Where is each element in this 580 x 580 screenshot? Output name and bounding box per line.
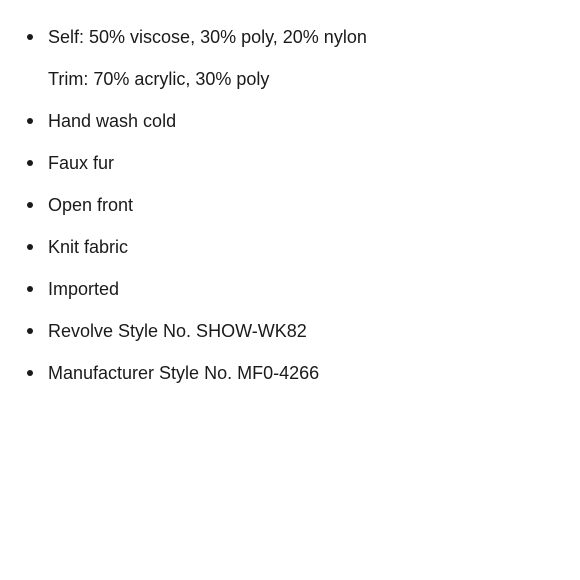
bullet-icon bbox=[27, 202, 33, 208]
bullet-icon bbox=[27, 244, 33, 250]
list-item bbox=[0, 25, 560, 49]
bullet-icon bbox=[27, 328, 33, 334]
list-item bbox=[0, 361, 560, 385]
detail-text: Self: 50% viscose, 30% poly, 20% nylon bbox=[48, 27, 367, 47]
detail-text: Faux fur bbox=[48, 153, 115, 173]
bullet-icon bbox=[27, 34, 33, 40]
list-item bbox=[0, 277, 560, 301]
bullet-icon bbox=[27, 160, 33, 166]
list-item bbox=[0, 67, 560, 91]
bullet-icon bbox=[27, 286, 33, 292]
detail-text: Trim: 70% acrylic, 30% poly bbox=[48, 69, 270, 89]
list-item bbox=[0, 193, 560, 217]
detail-text: Revolve Style No. SHOW-WK82 bbox=[48, 321, 307, 341]
bullet-icon bbox=[27, 118, 33, 124]
list-item bbox=[0, 319, 560, 343]
detail-text: Manufacturer Style No. MF0-4266 bbox=[48, 363, 320, 383]
list-item bbox=[0, 109, 560, 133]
detail-text: Imported bbox=[48, 279, 120, 299]
bullet-icon bbox=[27, 370, 33, 376]
detail-text: Open front bbox=[48, 195, 134, 215]
detail-text: Knit fabric bbox=[48, 237, 129, 257]
list-item bbox=[0, 151, 560, 175]
detail-text: Hand wash cold bbox=[48, 111, 177, 131]
list-item bbox=[0, 235, 560, 259]
